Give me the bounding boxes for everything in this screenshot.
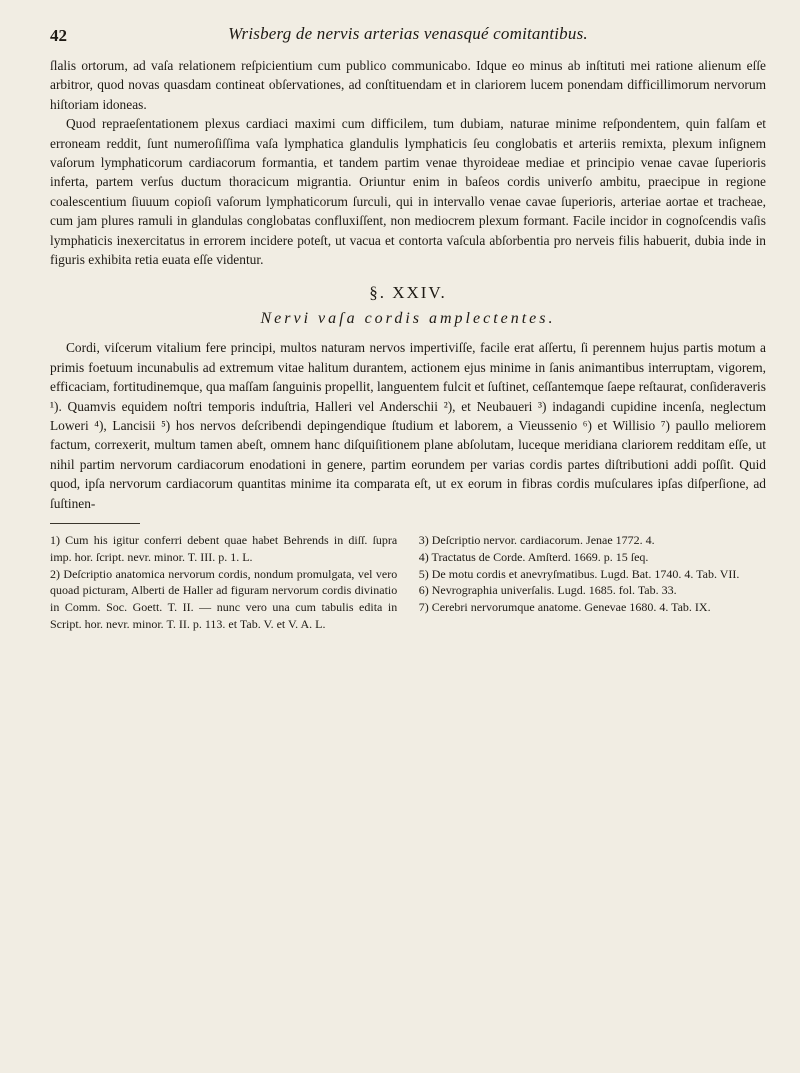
main-text bbox=[50, 56, 766, 513]
page-number: 42 bbox=[50, 26, 67, 45]
running-title: Wrisberg de nervis arterias venasqué comitantibus. bbox=[228, 24, 588, 43]
footnotes-right-column bbox=[419, 532, 766, 633]
section-paragraph: Cordi, viſcerum vitalium fere principi, multos naturam nervos impertiviſſe, facile erat aſſertu, ſi perennem hujus partis motum a primis foetuum incunabulis ad extremum vitae halitum durantem, actionem ejus minime in ſanis animantibus interruptam, vigorem, efficaciam, fortitudinemque, qua maſſam ſanguinis propellit, languentem fulcit et ſuſtinet, ceſſantemque ſaepe reſtaurat, conſideraveris ¹). Quamvis equidem noſtri temporis induſtria, Halleri vel Anderschii ²), et Neubaueri ³) indagandi cupidine incenſa, neglectum Loweri ⁴), Lancisii ⁵) hos nervos deſcribendi depingendique ſtudium et laborem, a Vieussenio ⁶) et Willisio ⁷) paullo meliorem factum, correxerit, multum tamen abeſt, omnem hanc diſquiſitionem plane abſolutam, luceque meridiana clariorem redditam eſſe, ut nihil partim nervorum cardiacorum enodationi in genere, partim eorundem per varias cordis partes diſtributioni addi poſſit. Quid quod, ipſa nervorum cardiacorum quantitas minime ita comparata eſt, ut ex eorum in fibras cordis muſculares ipſas diſperſione, ad ſuſtinen- bbox=[50, 340, 766, 511]
footnotes bbox=[50, 532, 766, 633]
footnote-divider bbox=[50, 523, 140, 524]
section-title: Nervi vaſa cordis amplectentes. bbox=[260, 309, 556, 327]
footnote-6: 6) Nevrographia univerſalis. Lugd. 1685. fol. Tab. 33. bbox=[418, 583, 677, 598]
footnote-2: 2) Deſcriptio anatomica nervorum cordis, nondum promulgata, vel vero quoad picturam, Alberti de Haller ad figuram nervorum cordis divinatio in Comm. Soc. Goett. T. II. — nunc vero una cum tabulis edita in Script. hor. nevr. minor. T. II. p. 113. et Tab. V. et V. A. L. bbox=[50, 566, 398, 631]
book-page bbox=[50, 22, 766, 633]
footnote-7: 7) Cerebri nervorumque anatome. Genevae 1680. 4. Tab. IX. bbox=[418, 600, 711, 615]
section-number: §. XXIV. bbox=[369, 283, 447, 303]
paragraph-continued: ſlalis ortorum, ad vaſa relationem reſpicientium cum publico communicabo. Idque eo minus ab inſtituti mei ratione alienum eſſe arbitror, quod novas quasdam contineat obſervationes, ad conſtituendam et in clariorem lucem ponendam difficillimorum nervorum hiſtoriam idoneas. bbox=[50, 58, 766, 112]
footnote-5: 5) De motu cordis et anevryſmatibus. Lugd. Bat. 1740. 4. Tab. VII. bbox=[418, 566, 740, 581]
footnotes-left-column bbox=[50, 532, 397, 633]
paragraph-lymphatic-vessels: Quod repraeſentationem plexus cardiaci maximi cum difficilem, tum dubiam, naturae minime reſpondentem, quin falſam et erroneam reddit, ſunt numeroſiſſima vaſa lymphatica glandulis lymphaticis ſeu conglobatis et arteriis remixta, plexum inſignem vaſorum lymphaticorum cardiacorum formantia, et tandem partim venae thyroideae mediae et principio venae cavae ſuperioris inferta, partem verſus ductum thoracicum migrantia. Oriuntur enim in baſeos cordis univerſo ambitu, praecipue in regione coalescentium ſiuuum copioſi vaſorum lymphaticorum ſurculi, qui in intervallo venae cavae ſuperioris, arteriae aortae et tracheae, cum jam plures ramuli in glandulas conglobatas confluxiſſent, non mediocrem plexum formant. Facile incidor in cognoſcendis vaſis lymphaticis inexercitatus in errorem incidere poteſt, ut vacua et contorta vaſcula abſorbentia pro nerveis filis habuerit, dubia inde in figuris exhibita retia euata eſſe videntur. bbox=[50, 116, 766, 268]
footnote-4: 4) Tractatus de Corde. Amſterd. 1669. p. 15 ſeq. bbox=[418, 549, 649, 564]
footnote-1: 1) Cum his igitur conferri debent quae habet Behrends in diſſ. ſupra imp. hor. ſcript. nevr. minor. T. III. p. 1. L. bbox=[50, 532, 398, 564]
footnote-3: 3) Deſcriptio nervor. cardiacorum. Jenae 1772. 4. bbox=[418, 532, 655, 547]
page-header bbox=[50, 22, 766, 56]
